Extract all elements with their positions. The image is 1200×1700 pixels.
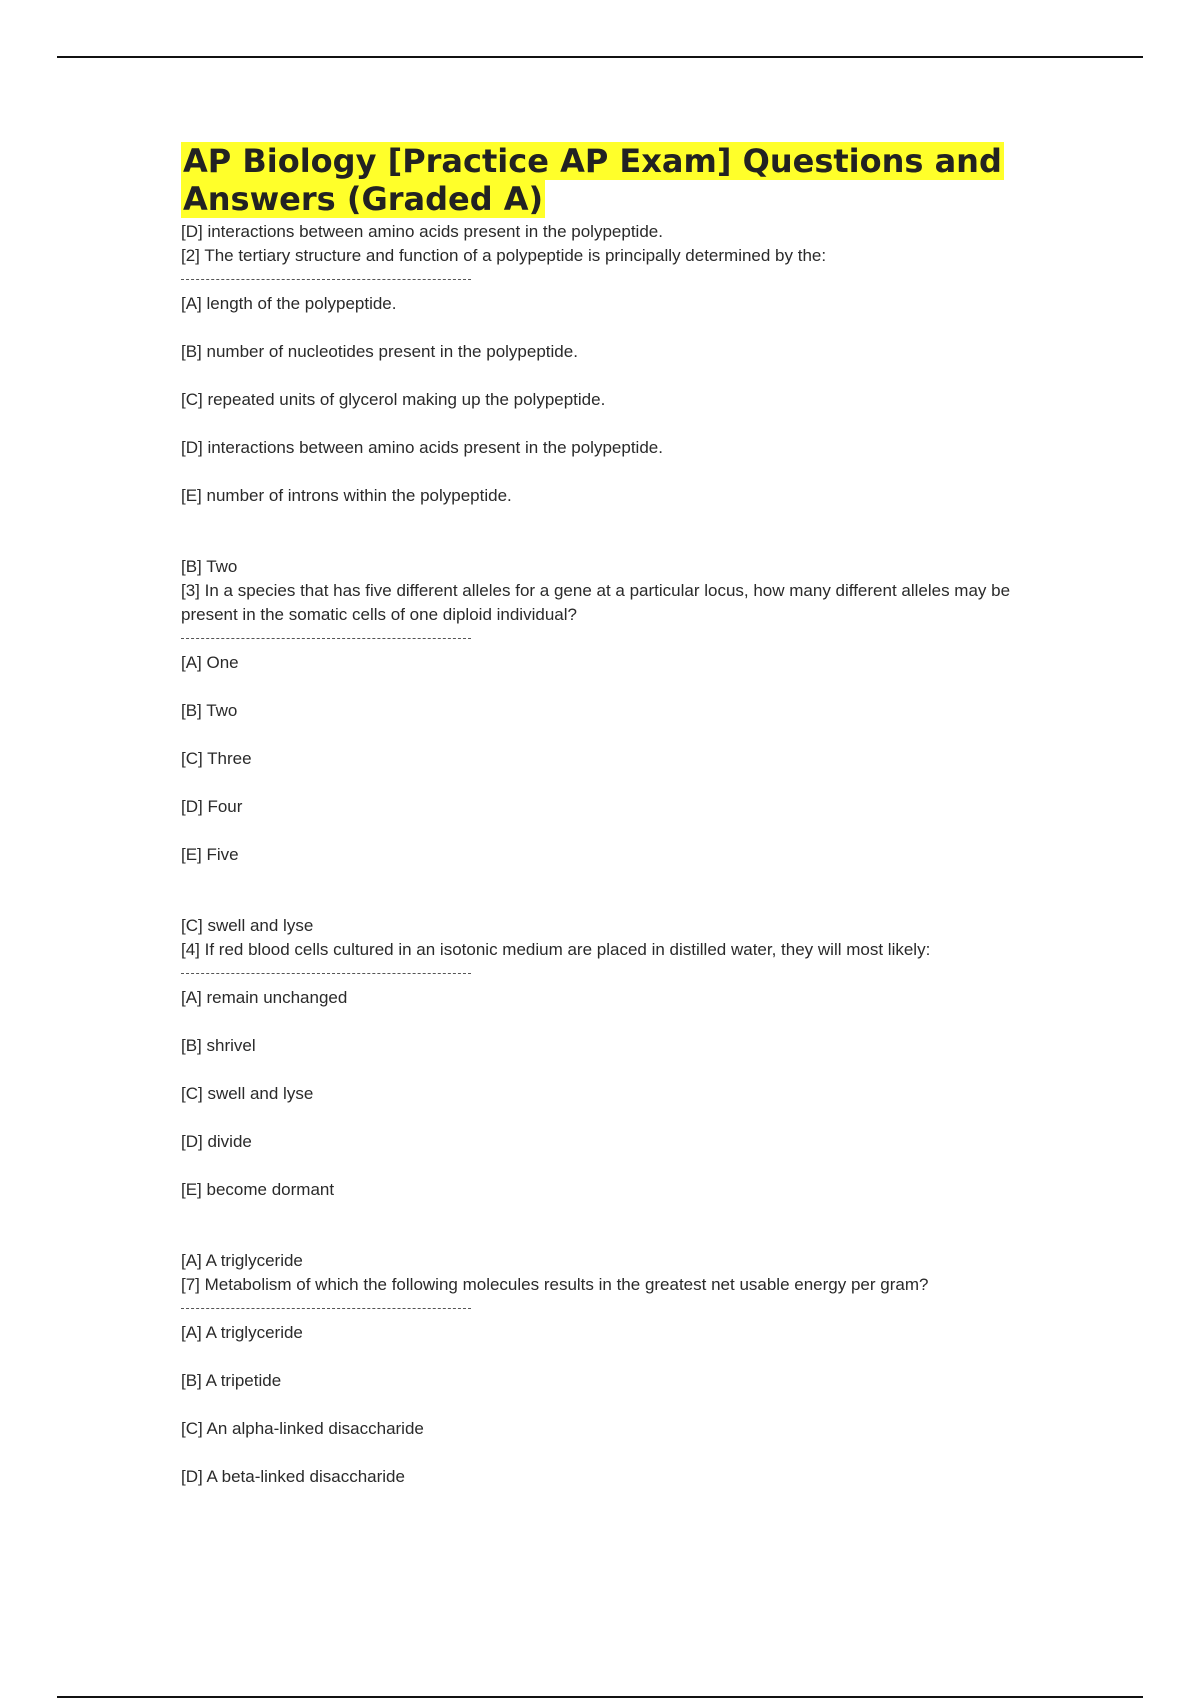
question-block (181, 555, 1041, 867)
option-item: [D] interactions between amino acids present in the polypeptide. (181, 438, 663, 457)
separator-line (181, 638, 471, 639)
option-item: [B] number of nucleotides present in the polypeptide. (181, 342, 578, 361)
option-item: [A] length of the polypeptide. (181, 294, 397, 313)
option-item: [D] divide (181, 1132, 252, 1151)
document-title (181, 142, 1041, 218)
spacer (181, 867, 1041, 914)
option-item: [C] repeated units of glycerol making up the polypeptide. (181, 390, 606, 409)
options-list (181, 292, 1041, 508)
correct-answer: [B] Two (181, 557, 238, 576)
question-block (181, 220, 1041, 508)
option-item: [B] A tripetide (181, 1371, 282, 1390)
option-item: [C] An alpha-linked disaccharide (181, 1419, 424, 1438)
option-item: [A] remain unchanged (181, 988, 348, 1007)
question-block (181, 1249, 1041, 1489)
document-body (181, 142, 1041, 1489)
option-item: [D] Four (181, 797, 243, 816)
option-item: [E] become dormant (181, 1180, 335, 1199)
spacer (181, 508, 1041, 555)
question-block (181, 914, 1041, 1202)
header-rule (57, 56, 1143, 58)
footer-rule (57, 1696, 1143, 1698)
question-text: [7] Metabolism of which the following molecules results in the greatest net usable energy per gram? (181, 1275, 929, 1294)
separator-line (181, 279, 471, 280)
title-line-1: AP Biology [Practice AP Exam] Questions and (183, 142, 1002, 180)
options-list (181, 1321, 1041, 1489)
option-item: [E] Five (181, 845, 239, 864)
separator-line (181, 1308, 471, 1309)
question-text: [3] In a species that has five different alleles for a gene at a particular locus, how many different alleles may be present in the somatic cells of one diploid individual? (181, 581, 1011, 624)
option-item: [B] shrivel (181, 1036, 256, 1055)
spacer (181, 1202, 1041, 1249)
title-line-2: Answers (Graded A) (183, 180, 544, 218)
option-item: [B] Two (181, 701, 238, 720)
option-item: [A] One (181, 653, 239, 672)
correct-answer: [A] A triglyceride (181, 1251, 303, 1270)
question-text: [4] If red blood cells cultured in an isotonic medium are placed in distilled water, they will most likely: (181, 940, 931, 959)
options-list (181, 986, 1041, 1202)
separator-line (181, 973, 471, 974)
option-item: [D] A beta-linked disaccharide (181, 1467, 405, 1486)
option-item: [E] number of introns within the polypeptide. (181, 486, 512, 505)
correct-answer: [D] interactions between amino acids present in the polypeptide. (181, 222, 663, 241)
option-item: [A] A triglyceride (181, 1323, 303, 1342)
options-list (181, 651, 1041, 867)
question-text: [2] The tertiary structure and function of a polypeptide is principally determined by the: (181, 246, 827, 265)
option-item: [C] Three (181, 749, 252, 768)
option-item: [C] swell and lyse (181, 1084, 314, 1103)
correct-answer: [C] swell and lyse (181, 916, 314, 935)
